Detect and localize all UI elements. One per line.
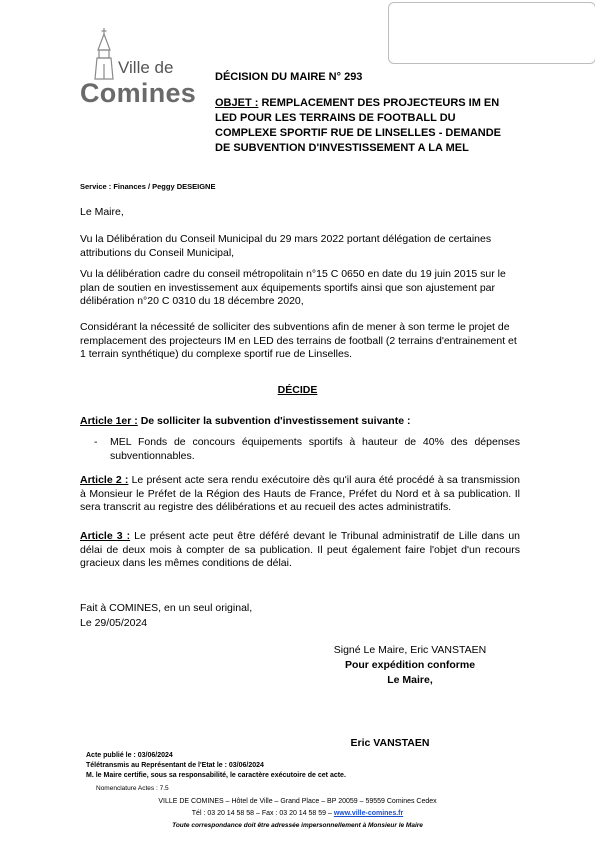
address-line: VILLE DE COMINES – Hôtel de Ville – Grand Place – BP 20059 – 59559 Comines Cedex bbox=[158, 798, 437, 805]
vu-paragraph-1: Vu la Délibération du Conseil Municipal du 29 mars 2022 portant délégation de certaines attributions du Conseil Municipal, bbox=[80, 233, 492, 259]
fait-a-line: Fait à COMINES, en un seul original, bbox=[80, 602, 253, 614]
correspondence-notice: Toute correspondance doit être adressée impersonnellement à Monsieur le Maire bbox=[172, 822, 423, 829]
website-link[interactable]: www.ville-comines.fr bbox=[333, 810, 404, 817]
decide-heading: DÉCIDE bbox=[277, 384, 318, 396]
logo-line-1: Ville de bbox=[118, 58, 174, 77]
article-2-text: Le présent acte sera rendu exécutoire dès qu'il aura été procédé à sa transmission à Monsieur le Préfet de la Région des Hauts de France, Préfet du Nord et à sa publication. Il sera transcrit au registre des délibérations et au recueil des actes administratifs. bbox=[80, 474, 520, 513]
objet-block bbox=[215, 96, 515, 156]
article-2 bbox=[80, 474, 520, 515]
intro-text: Le Maire, bbox=[80, 206, 124, 218]
service-line: Service : Finances / Peggy DESEIGNE bbox=[80, 182, 216, 191]
article-2-label: Article 2 : bbox=[80, 474, 129, 486]
bullet-dash: - bbox=[94, 436, 98, 448]
vu-paragraph-2: Vu la délibération cadre du conseil métropolitain n°15 C 0650 en date du 19 juin 2015 sur le plan de soutien en investissement aux équipements sportifs ainsi que son ajustement par délibération n°20 C 0310 du 18 décembre 2020, bbox=[80, 268, 506, 307]
nomenclature-line: Nomenclature Actes : 7.5 bbox=[96, 785, 169, 792]
article-3 bbox=[80, 530, 520, 571]
contact-line bbox=[0, 810, 595, 817]
article-3-label: Article 3 : bbox=[80, 530, 131, 542]
objet-text: REMPLACEMENT DES PROJECTEURS IM EN LED POUR LES TERRAINS DE FOOTBALL DU COMPLEXE SPORTIF RUE DE LINSELLES - DEMANDE DE SUBVENTION D'INVESTISSEMENT A LA MEL bbox=[215, 97, 502, 154]
objet-label: OBJET : bbox=[215, 97, 259, 109]
certifie-line: M. le Maire certifie, sous sa responsabilité, le caractère exécutoire de cet acte. bbox=[86, 772, 346, 779]
publie-line: Acte publié le : 03/06/2024 bbox=[86, 752, 173, 759]
signed-line: Signé Le Maire, Eric VANSTAEN bbox=[333, 644, 487, 656]
signatory-name: Eric VANSTAEN bbox=[350, 737, 430, 749]
maire-line: Le Maire, bbox=[387, 674, 433, 686]
church-tower-icon bbox=[92, 28, 116, 80]
decision-title: DÉCISION DU MAIRE N° 293 bbox=[215, 71, 363, 83]
bullet-text: MEL Fonds de concours équipements sportifs à hauteur de 40% des dépenses subventionnables. bbox=[110, 436, 520, 462]
article-3-text: Le présent acte peut être déféré devant le Tribunal administratif de Lille dans un délai de deux mois à compter de sa publication. Il peut également faire l'objet d'un recours gracieux dans les mêmes conditions de délai. bbox=[80, 530, 520, 569]
article-1 bbox=[80, 415, 520, 429]
logo-line-2: Comines bbox=[80, 78, 197, 108]
tel-fax-text: Tél : 03 20 14 58 58 – Fax : 03 20 14 58 59 – bbox=[191, 810, 334, 817]
date-line: Le 29/05/2024 bbox=[80, 617, 148, 629]
bullet-item bbox=[80, 436, 520, 463]
stamp-box bbox=[388, 2, 595, 64]
article-1-label: Article 1er : bbox=[80, 415, 138, 427]
considerant-paragraph: Considérant la nécessité de solliciter des subventions afin de mener à son terme le projet de remplacement des projecteurs IM en LED des terrains de football (2 terrains d'entrainement et 1 terrain synthétique) du complexe sportif rue de Linselles. bbox=[80, 321, 517, 360]
teletransmis-line: Télétransmis au Représentant de l'Etat le : 03/06/2024 bbox=[86, 762, 264, 769]
expedition-line: Pour expédition conforme bbox=[344, 659, 476, 671]
ville-de-comines-logo bbox=[74, 28, 197, 108]
article-1-text: De solliciter la subvention d'investissement suivante : bbox=[137, 415, 411, 427]
